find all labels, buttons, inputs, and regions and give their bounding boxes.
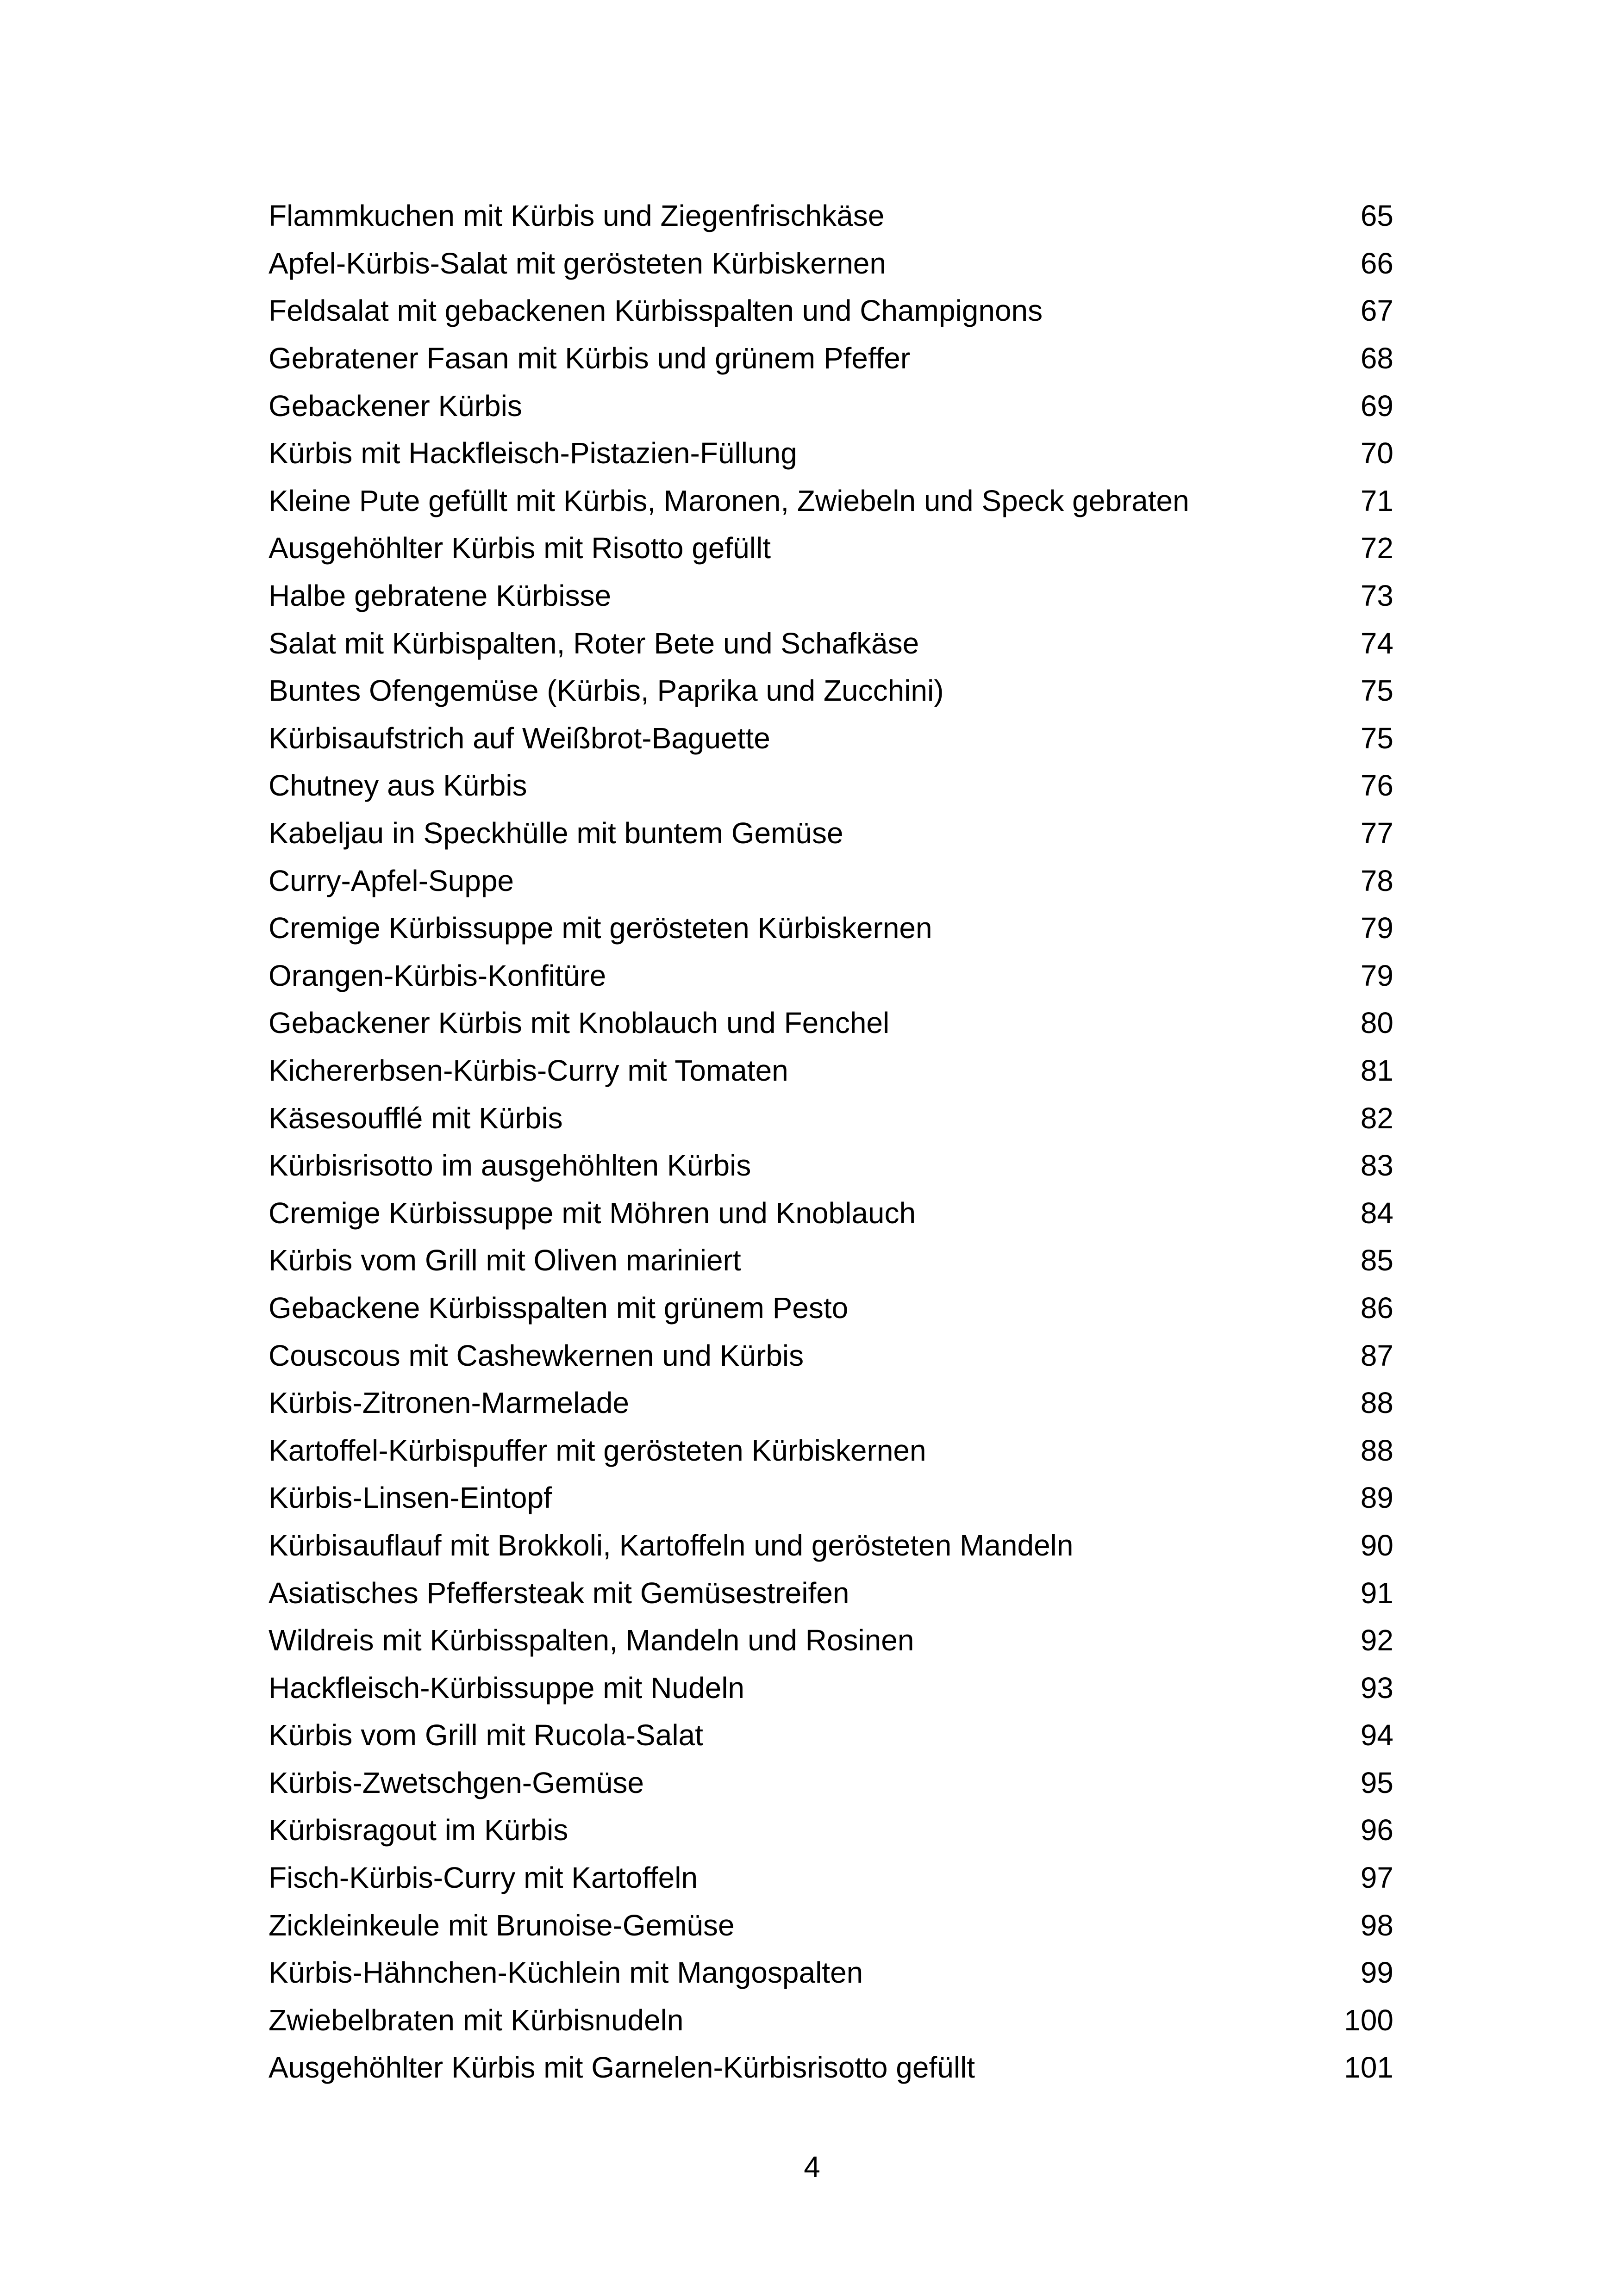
toc-entry — [269, 287, 1393, 335]
toc-entry — [269, 904, 1393, 952]
toc-entry — [269, 1379, 1393, 1427]
toc-entry-title: Feldsalat mit gebackenen Kürbisspalten und Champignons — [269, 294, 1043, 328]
toc-entry — [269, 1189, 1393, 1237]
toc-entry-page: 96 — [1360, 1813, 1393, 1847]
toc-entry-page: 82 — [1360, 1101, 1393, 1135]
toc-entry-title: Kartoffel-Kürbispuffer mit gerösteten Kürbiskernen — [269, 1433, 926, 1467]
table-of-contents — [269, 192, 1393, 2091]
toc-entry — [269, 1711, 1393, 1759]
toc-entry-page: 71 — [1360, 484, 1393, 517]
toc-entry-title: Kürbisaufstrich auf Weißbrot-Baguette — [269, 721, 770, 755]
toc-entry — [269, 1142, 1393, 1189]
toc-entry-page: 93 — [1360, 1671, 1393, 1705]
toc-entry — [269, 1854, 1393, 1902]
toc-entry — [269, 667, 1393, 715]
toc-entry-title: Kürbisragout im Kürbis — [269, 1813, 568, 1847]
toc-entry-title: Fisch-Kürbis-Curry mit Kartoffeln — [269, 1861, 698, 1895]
toc-entry-title: Cremige Kürbissuppe mit Möhren und Knoblauch — [269, 1196, 916, 1230]
toc-entry-page: 101 — [1344, 2051, 1393, 2084]
toc-entry — [269, 382, 1393, 429]
toc-entry-title: Kürbis-Zitronen-Marmelade — [269, 1386, 629, 1420]
toc-entry-page: 74 — [1360, 626, 1393, 660]
toc-entry-page: 72 — [1360, 531, 1393, 565]
toc-entry — [269, 1617, 1393, 1664]
toc-entry-page: 80 — [1360, 1006, 1393, 1040]
toc-entry-title: Kichererbsen-Kürbis-Curry mit Tomaten — [269, 1053, 788, 1087]
toc-entry-title: Hackfleisch-Kürbissuppe mit Nudeln — [269, 1671, 744, 1705]
toc-entry-page: 69 — [1360, 389, 1393, 423]
toc-entry — [269, 1426, 1393, 1474]
toc-entry-title: Kleine Pute gefüllt mit Kürbis, Maronen, Zwiebeln und Speck gebraten — [269, 484, 1189, 517]
page-number: 4 — [804, 2150, 820, 2184]
toc-entry-page: 83 — [1360, 1149, 1393, 1182]
toc-entry-title: Asiatisches Pfeffersteak mit Gemüsestreifen — [269, 1576, 849, 1610]
toc-entry-title: Flammkuchen mit Kürbis und Ziegenfrischkäse — [269, 199, 885, 233]
toc-entry-title: Ausgehöhlter Kürbis mit Garnelen-Kürbisrisotto gefüllt — [269, 2051, 975, 2084]
toc-entry-page: 77 — [1360, 816, 1393, 850]
toc-entry-page: 100 — [1344, 2003, 1393, 2037]
toc-entry-title: Halbe gebratene Kürbisse — [269, 579, 612, 613]
toc-entry — [269, 857, 1393, 904]
toc-entry-page: 89 — [1360, 1481, 1393, 1515]
toc-entry — [269, 715, 1393, 762]
toc-entry-title: Chutney aus Kürbis — [269, 769, 527, 803]
toc-entry-page: 87 — [1360, 1338, 1393, 1372]
toc-entry-page: 98 — [1360, 1908, 1393, 1942]
toc-entry — [269, 1237, 1393, 1284]
toc-entry-page: 73 — [1360, 579, 1393, 613]
toc-entry — [269, 1047, 1393, 1095]
toc-entry-title: Kürbis vom Grill mit Rucola-Salat — [269, 1718, 703, 1752]
toc-entry — [269, 2044, 1393, 2091]
toc-entry — [269, 1332, 1393, 1379]
toc-entry-title: Buntes Ofengemüse (Kürbis, Paprika und Zucchini) — [269, 674, 944, 708]
toc-entry-title: Wildreis mit Kürbisspalten, Mandeln und Rosinen — [269, 1624, 914, 1657]
toc-entry-title: Cremige Kürbissuppe mit gerösteten Kürbiskernen — [269, 911, 932, 945]
toc-entry-title: Kürbisauflauf mit Brokkoli, Kartoffeln und gerösteten Mandeln — [269, 1528, 1074, 1562]
toc-entry-title: Couscous mit Cashewkernen und Kürbis — [269, 1338, 804, 1372]
toc-entry-title: Kürbisrisotto im ausgehöhlten Kürbis — [269, 1149, 751, 1182]
toc-entry — [269, 335, 1393, 382]
toc-entry-title: Gebratener Fasan mit Kürbis und grünem Pfeffer — [269, 342, 911, 375]
toc-entry-page: 75 — [1360, 674, 1393, 708]
toc-entry-page: 76 — [1360, 769, 1393, 803]
toc-entry-title: Ausgehöhlter Kürbis mit Risotto gefüllt — [269, 531, 771, 565]
toc-entry — [269, 192, 1393, 240]
toc-entry-title: Käsesoufflé mit Kürbis — [269, 1101, 563, 1135]
toc-entry-page: 70 — [1360, 436, 1393, 470]
toc-entry — [269, 1284, 1393, 1332]
toc-entry-page: 79 — [1360, 958, 1393, 992]
toc-entry-title: Kürbis-Linsen-Eintopf — [269, 1481, 552, 1515]
toc-entry-title: Kürbis-Zwetschgen-Gemüse — [269, 1766, 644, 1799]
toc-entry-page: 66 — [1360, 246, 1393, 280]
toc-entry — [269, 1522, 1393, 1569]
toc-entry-page: 79 — [1360, 911, 1393, 945]
toc-entry-page: 99 — [1360, 1956, 1393, 1990]
toc-entry — [269, 1759, 1393, 1807]
toc-entry — [269, 762, 1393, 809]
toc-entry — [269, 524, 1393, 572]
toc-entry — [269, 1901, 1393, 1949]
toc-entry-page: 68 — [1360, 342, 1393, 375]
toc-entry — [269, 1949, 1393, 1997]
toc-entry-title: Kürbis-Hähnchen-Küchlein mit Mangospalten — [269, 1956, 863, 1990]
toc-entry-page: 92 — [1360, 1624, 1393, 1657]
toc-entry-page: 75 — [1360, 721, 1393, 755]
toc-entry — [269, 1569, 1393, 1617]
toc-entry-title: Gebackene Kürbisspalten mit grünem Pesto — [269, 1291, 849, 1325]
toc-entry-title: Zickleinkeule mit Brunoise-Gemüse — [269, 1908, 735, 1942]
toc-entry-page: 84 — [1360, 1196, 1393, 1230]
toc-entry-title: Orangen-Kürbis-Konfitüre — [269, 958, 606, 992]
toc-entry-page: 88 — [1360, 1386, 1393, 1420]
toc-entry — [269, 619, 1393, 667]
toc-entry-page: 81 — [1360, 1053, 1393, 1087]
toc-entry — [269, 1094, 1393, 1142]
toc-entry-page: 91 — [1360, 1576, 1393, 1610]
toc-entry-title: Apfel-Kürbis-Salat mit gerösteten Kürbiskernen — [269, 246, 886, 280]
toc-entry — [269, 429, 1393, 477]
toc-entry — [269, 1806, 1393, 1854]
toc-entry — [269, 572, 1393, 620]
toc-entry-page: 95 — [1360, 1766, 1393, 1799]
toc-entry — [269, 1997, 1393, 2044]
toc-entry-title: Gebackener Kürbis — [269, 389, 522, 423]
toc-entry-page: 78 — [1360, 864, 1393, 897]
toc-entry-page: 97 — [1360, 1861, 1393, 1895]
toc-entry-title: Kürbis vom Grill mit Oliven mariniert — [269, 1244, 741, 1277]
toc-entry — [269, 240, 1393, 287]
toc-entry — [269, 1664, 1393, 1711]
toc-entry-page: 85 — [1360, 1244, 1393, 1277]
toc-entry-title: Kürbis mit Hackfleisch-Pistazien-Füllung — [269, 436, 797, 470]
toc-entry — [269, 999, 1393, 1047]
toc-entry-title: Zwiebelbraten mit Kürbisnudeln — [269, 2003, 684, 2037]
toc-entry — [269, 809, 1393, 857]
toc-entry-page: 65 — [1360, 199, 1393, 233]
toc-entry-page: 88 — [1360, 1433, 1393, 1467]
toc-entry — [269, 1474, 1393, 1522]
toc-entry-title: Curry-Apfel-Suppe — [269, 864, 514, 897]
toc-entry-title: Gebackener Kürbis mit Knoblauch und Fenchel — [269, 1006, 890, 1040]
toc-entry-page: 94 — [1360, 1718, 1393, 1752]
toc-entry-title: Kabeljau in Speckhülle mit buntem Gemüse — [269, 816, 843, 850]
toc-entry-title: Salat mit Kürbispalten, Roter Bete und Schafkäse — [269, 626, 919, 660]
toc-entry-page: 90 — [1360, 1528, 1393, 1562]
toc-entry-page: 67 — [1360, 294, 1393, 328]
toc-entry — [269, 952, 1393, 1000]
toc-entry-page: 86 — [1360, 1291, 1393, 1325]
toc-entry — [269, 477, 1393, 525]
